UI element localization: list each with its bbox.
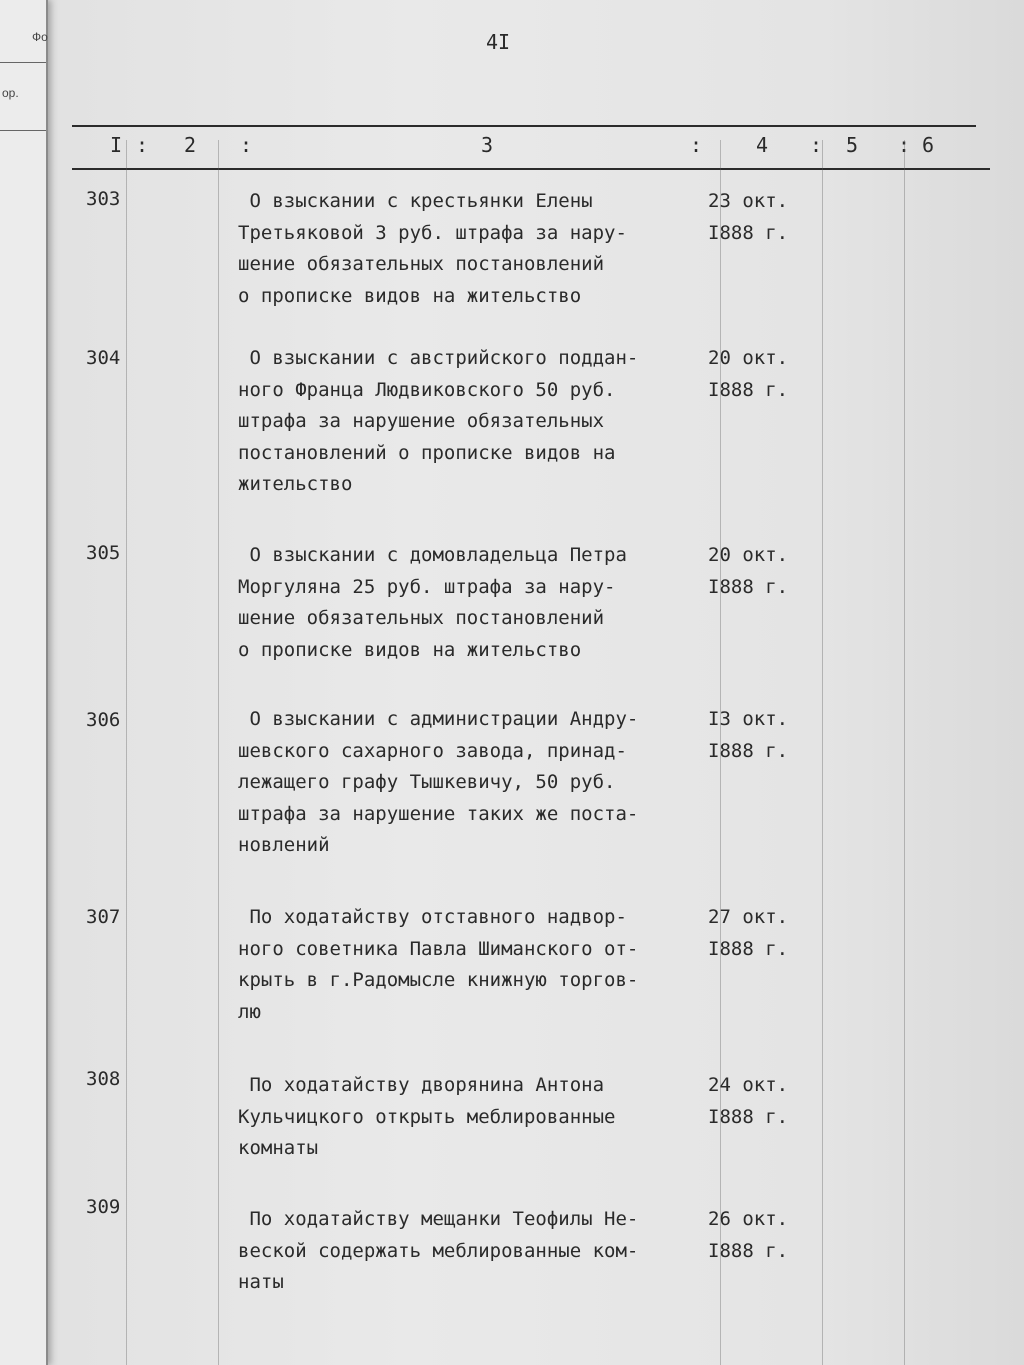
header-col-4: 4 bbox=[756, 133, 769, 157]
header-separator: : bbox=[240, 133, 253, 157]
header-col-5: 5 bbox=[846, 133, 859, 157]
entry-text: По ходатайству дворянина Антона Кульчицкого открыть меблированные комнаты bbox=[238, 1074, 616, 1159]
column-divider bbox=[904, 140, 905, 1365]
entry-number: 306 bbox=[86, 709, 121, 731]
entry-date: 24 окт. I888 г. bbox=[708, 1074, 789, 1128]
entry-date: 20 окт. I888 г. bbox=[708, 347, 789, 401]
entry-number: 307 bbox=[86, 906, 121, 928]
column-divider bbox=[126, 140, 127, 1365]
header-col-1: I bbox=[110, 133, 123, 157]
header-separator: : bbox=[810, 133, 823, 157]
entry-text: По ходатайству отставного надвор- ного советника Павла Шиманского от- крыть в г.Радомысле книжную торгов- лю bbox=[238, 906, 639, 1023]
table-top-rule bbox=[72, 125, 976, 127]
entry-text: О взыскании с австрийского поддан- ного Франца Людвиковского 50 руб. штрафа за нарушение обязательных постановлений о прописке видов на жительство bbox=[238, 347, 639, 495]
header-col-6: 6 bbox=[922, 133, 935, 157]
column-divider bbox=[218, 140, 219, 1365]
entry-number: 308 bbox=[86, 1068, 121, 1090]
header-separator: : bbox=[898, 133, 911, 157]
column-divider bbox=[822, 140, 823, 1365]
entry-number: 305 bbox=[86, 542, 121, 564]
header-separator: : bbox=[136, 133, 149, 157]
header-separator: : bbox=[690, 133, 703, 157]
entry-date: 20 окт. I888 г. bbox=[708, 544, 789, 598]
entry-date: 23 окт. I888 г. bbox=[708, 190, 789, 244]
entry-date: 26 окт. I888 г. bbox=[708, 1208, 789, 1262]
page-number: 4I bbox=[486, 30, 511, 54]
previous-page-label: ор. bbox=[2, 86, 19, 100]
entry-text: О взыскании с домовладельца Петра Моргуляна 25 руб. штрафа за нару- шение обязательных постановлений о прописке видов на жительство bbox=[238, 544, 627, 661]
header-col-3: 3 bbox=[481, 133, 494, 157]
entry-number: 309 bbox=[86, 1196, 121, 1218]
edge-rule bbox=[0, 130, 46, 131]
header-col-2: 2 bbox=[184, 133, 197, 157]
previous-page-fragment: Фо bbox=[32, 30, 48, 44]
entry-date: 27 окт. I888 г. bbox=[708, 906, 789, 960]
table-header-rule bbox=[72, 168, 990, 170]
entry-date: I3 окт. I888 г. bbox=[708, 708, 789, 762]
entry-text: О взыскании с крестьянки Елены Третьяковой 3 руб. штрафа за нару- шение обязательных постановлений о прописке видов на жительство bbox=[238, 190, 627, 307]
entry-number: 303 bbox=[86, 188, 121, 210]
entry-number: 304 bbox=[86, 347, 121, 369]
previous-page-edge bbox=[0, 0, 48, 1365]
entry-text: О взыскании с администрации Андру- шевского сахарного завода, принад- лежащего графу Тышкевичу, 50 руб. штрафа за нарушение таких же поста- новлений bbox=[238, 708, 639, 856]
entry-text: По ходатайству мещанки Теофилы Не- веской содержать меблированные ком- наты bbox=[238, 1208, 639, 1293]
edge-rule bbox=[0, 62, 46, 63]
